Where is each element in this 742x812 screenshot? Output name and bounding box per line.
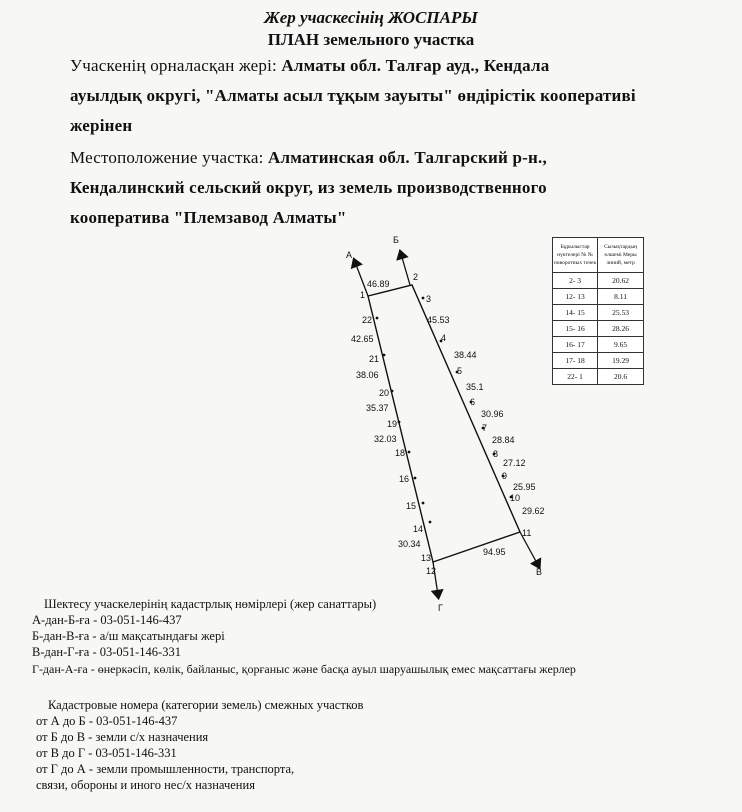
distance-label: 38.44: [454, 350, 477, 360]
point-label-4: 4: [441, 333, 447, 343]
distance-label: 46.89: [367, 279, 390, 289]
point-label-20: 20: [379, 388, 390, 398]
adjacent-kz-line: В-дан-Г-ға - 03-051-146-331: [32, 645, 181, 659]
table-header-row: [553, 238, 644, 273]
distance-label: 38.06: [356, 370, 379, 380]
adjacent-kz-title: Шектесу учаскелерінің кадастрлық нөмірлері (жер санаттары): [44, 597, 377, 611]
distance-label: 35.1: [466, 382, 484, 392]
point-label-2: 2: [413, 272, 419, 282]
distance-label: 25.95: [513, 482, 536, 492]
distance-label: 29.62: [522, 506, 545, 516]
dir-label-g: Г: [438, 603, 443, 613]
point-label-18: 18: [395, 448, 406, 458]
adjacent-kz-line: Б-дан-В-ға - а/ш мақсатындағы жері: [32, 629, 225, 643]
distance-label: 94.95: [483, 547, 506, 557]
table-cell-length: 20.62: [598, 273, 644, 289]
table-row: [553, 353, 644, 369]
adjacent-ru-line: от А до Б - 03-051-146-437: [36, 714, 178, 728]
table-cell-points: 15- 16: [553, 321, 598, 337]
table-cell-points: 22- 1: [553, 369, 598, 385]
location-ru-label: Местоположение участка:: [70, 148, 268, 167]
location-ru-value: Алматинская обл. Талгарский р-н.,: [268, 148, 547, 167]
point-label-8: 8: [493, 449, 499, 459]
adjacent-ru-line: от Г до А - земли промышленности, транспорта,: [36, 762, 295, 776]
distance-label: 27.12: [503, 458, 526, 468]
table-row: [553, 337, 644, 353]
adjacent-kz-line: Г-дан-А-ға - өнеркәсіп, көлік, байланыс, қорғаныс және басқа ауыл шаруашылық емес мақсаттағы жерлер: [32, 662, 576, 676]
point-label-7: 7: [482, 423, 488, 433]
location-kz-label: Учаскенің орналасқан жері:: [70, 56, 282, 75]
point-label-9: 9: [502, 471, 508, 481]
table-row: [553, 369, 644, 385]
location-kz-line2: ауылдық округі, "Алматы асыл тұқым зауыты" өндірістік кооперативі: [70, 86, 636, 105]
distance-label: 42.65: [351, 334, 374, 344]
table-cell-length: 19.29: [598, 353, 644, 369]
point-label-11: 11: [522, 528, 532, 538]
distance-label: 32.03: [374, 434, 397, 444]
location-ru-line2: Кендалинский сельский округ, из земель производственного: [70, 178, 547, 197]
location-kz-value: Алматы обл. Талғар ауд., Кендала: [281, 56, 550, 75]
line-measures-table: [552, 237, 644, 385]
distance-label: 45.53: [427, 315, 450, 325]
table-cell-points: 17- 18: [553, 353, 598, 369]
dir-label-a: А: [346, 250, 353, 260]
distance-label: 28.84: [492, 435, 515, 445]
dir-label-v: В: [536, 567, 543, 577]
table-cell-length: 9.65: [598, 337, 644, 353]
table-cell-points: 12- 13: [553, 289, 598, 305]
arrow-b: [401, 254, 410, 285]
table-cell-points: 2- 3: [553, 273, 598, 289]
table-row: [553, 273, 644, 289]
title-kz: Жер учаскесінің ЖОСПАРЫ: [264, 8, 478, 27]
table-cell-length: 28.26: [598, 321, 644, 337]
table-cell-length: 25.53: [598, 305, 644, 321]
point-label-6: 6: [470, 397, 476, 407]
location-ru-line3: кооператива "Племзавод Алматы": [70, 208, 347, 227]
table-header-points: Бұрылыстар нүктелері № № поворотных точек: [553, 238, 598, 273]
dir-label-b: Б: [393, 235, 399, 245]
adjacent-ru-title: Кадастровые номера (категории земель) смежных участков: [48, 698, 364, 712]
point-label-16: 16: [399, 474, 410, 484]
distance-label: 35.37: [366, 403, 389, 413]
distance-label: 30.96: [481, 409, 504, 419]
table-cell-length: 8.11: [598, 289, 644, 305]
location-kz-line3: жерінен: [70, 116, 133, 135]
title-ru: ПЛАН земельного участка: [267, 30, 475, 49]
point-label-15: 15: [406, 501, 417, 511]
table-row: [553, 289, 644, 305]
table-cell-length: 20.6: [598, 369, 644, 385]
point-label-21: 21: [369, 354, 380, 364]
point-label-3: 3: [426, 294, 432, 304]
point-label-5: 5: [457, 366, 463, 376]
distance-label: 30.34: [398, 539, 421, 549]
point-label-12: 12: [426, 566, 437, 576]
table-row: [553, 305, 644, 321]
point-label-22: 22: [362, 315, 373, 325]
point-label-10: 10: [510, 493, 521, 503]
table-cell-points: 14- 15: [553, 305, 598, 321]
table-row: [553, 321, 644, 337]
point-label-1: 1: [360, 290, 366, 300]
adjacent-ru-line: от Б до В - земли с/х назначения: [36, 730, 209, 744]
adjacent-ru-line: связи, обороны и иного нес/х назначения: [36, 778, 255, 792]
table-header-length: Сызықтардың өлшемі Меры линий, метр: [598, 238, 644, 273]
table-cell-points: 16- 17: [553, 337, 598, 353]
adjacent-ru-line: от В до Г - 03-051-146-331: [36, 746, 177, 760]
point-label-19: 19: [387, 419, 398, 429]
point-label-14: 14: [413, 524, 424, 534]
point-label-13: 13: [421, 553, 432, 563]
adjacent-kz-line: А-дан-Б-ға - 03-051-146-437: [32, 613, 182, 627]
